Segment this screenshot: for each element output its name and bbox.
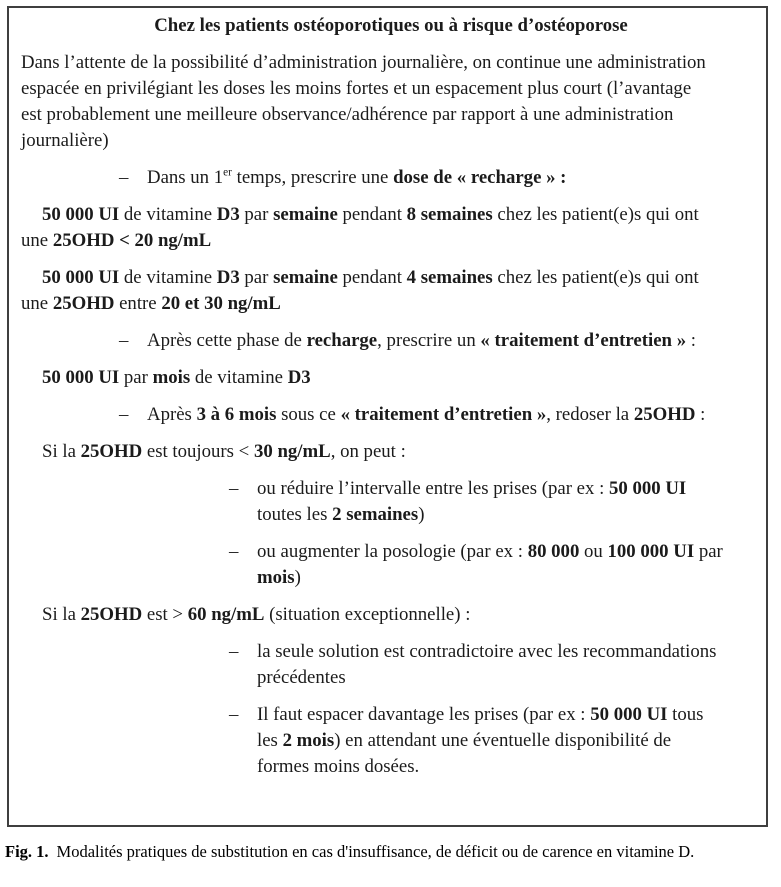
text-run: chez les patient(e)s qui ont <box>492 267 699 288</box>
text-run: 30 ng/mL <box>253 441 331 462</box>
text-run: toutes les <box>257 504 333 525</box>
text-run: : <box>686 330 697 351</box>
text-run: mois <box>257 567 295 588</box>
text-run: 50 000 UI <box>42 204 120 225</box>
text-run: 20 et 30 ng/mL <box>161 293 281 314</box>
text-run: 8 semaines <box>406 204 493 225</box>
bullet-item <box>21 402 761 428</box>
text-run: chez les patient(e)s qui ont <box>492 204 699 225</box>
text-run: 25OHD <box>80 441 143 462</box>
text-run: 80 000 <box>527 541 580 562</box>
text-run: pendant <box>337 267 407 288</box>
figure-caption <box>5 841 778 863</box>
dash-marker: – <box>119 167 129 188</box>
text-run: de vitamine <box>119 204 217 225</box>
text-run: Après cette phase de <box>147 330 307 351</box>
caption-text: Modalités pratiques de substitution en cas d'insuffisance, de déficit ou de carence en vitamine D. <box>56 842 695 861</box>
text-run: la seule solution est contradictoire avec les recommandations <box>257 641 717 662</box>
text-run: 25OHD <box>52 293 115 314</box>
text-run: ou augmenter la posologie (par ex : <box>257 541 528 562</box>
dash-marker: – <box>229 641 239 662</box>
text-run: par <box>119 367 153 388</box>
figure-box <box>7 6 768 827</box>
text-run: par <box>239 204 274 225</box>
text-run: er <box>223 166 232 179</box>
text-run: est probablement une meilleure observance/adhérence par rapport à une administration <box>21 104 674 125</box>
text-run: 50 000 UI <box>42 267 120 288</box>
text-run: (situation exceptionnelle) : <box>264 604 471 625</box>
text-run: semaine <box>273 267 338 288</box>
text-run: Si la <box>42 604 81 625</box>
text-run: ) <box>418 504 425 525</box>
text-run: ou <box>579 541 608 562</box>
bullet-item <box>21 539 761 591</box>
text-run: de vitamine <box>190 367 288 388</box>
text-run: Dans l’attente de la possibilité d’administration journalière, on continue une administration <box>21 52 706 73</box>
text-run: une <box>21 230 53 251</box>
dash-marker: – <box>229 541 239 562</box>
text-run: mois <box>152 367 191 388</box>
text-run: Si la <box>42 441 81 462</box>
text-run: 25OHD <box>633 404 696 425</box>
text-run: recharge <box>306 330 378 351</box>
text-run: formes moins dosées. <box>257 756 420 777</box>
text-run: 2 semaines <box>332 504 419 525</box>
text-run: 50 000 UI <box>590 704 668 725</box>
text-run: entre <box>114 293 162 314</box>
text-run: Il faut espacer davantage les prises (par ex : <box>257 704 591 725</box>
text-run: D3 <box>287 367 311 388</box>
text-run: temps, prescrire une <box>231 167 394 188</box>
text-run: 25OHD < 20 ng/mL <box>52 230 212 251</box>
caption-label: Fig. 1. <box>5 842 49 861</box>
text-run: 50 000 UI <box>42 367 120 388</box>
text-run: une <box>21 293 53 314</box>
bullet-item <box>21 328 761 354</box>
text-run: 2 mois <box>282 730 335 751</box>
text-run: ou réduire l’intervalle entre les prises (par ex : <box>257 478 610 499</box>
text-run: ) <box>294 567 301 588</box>
text-run: est toujours < <box>142 441 254 462</box>
dash-marker: – <box>119 404 129 425</box>
bullet-item <box>21 165 761 191</box>
text-run: est > <box>142 604 188 625</box>
bullet-item <box>21 476 761 528</box>
text-run: par <box>239 267 274 288</box>
text-run: 3 à 6 mois <box>196 404 277 425</box>
paragraph <box>21 202 761 254</box>
text-run: dose de « recharge » : <box>393 167 567 188</box>
text-run: « traitement d’entretien » <box>340 404 547 425</box>
text-run: espacée en privilégiant les doses les moins fortes et un espacement plus court (l’avantage <box>21 78 692 99</box>
text-run: , redoser la <box>546 404 634 425</box>
text-run: de vitamine <box>119 267 217 288</box>
box-title: Chez les patients ostéoporotiques ou à risque d’ostéoporose <box>154 15 628 36</box>
text-run: D3 <box>216 267 240 288</box>
text-run: , prescrire un <box>377 330 481 351</box>
text-run: ) en attendant une éventuelle disponibilité de <box>334 730 672 751</box>
text-run: par <box>694 541 723 562</box>
paragraph <box>21 439 761 465</box>
text-run: 50 000 UI <box>609 478 687 499</box>
paragraph <box>21 265 761 317</box>
text-run: Après <box>147 404 197 425</box>
text-run: , on peut : <box>330 441 406 462</box>
text-run: semaine <box>273 204 338 225</box>
text-run: journalière) <box>21 130 109 151</box>
text-run: 25OHD <box>80 604 143 625</box>
text-run: 100 000 UI <box>607 541 695 562</box>
text-run: D3 <box>216 204 240 225</box>
paragraph <box>21 602 761 628</box>
text-run: tous <box>667 704 704 725</box>
text-run: pendant <box>337 204 407 225</box>
text-run: : <box>695 404 706 425</box>
text-run: les <box>257 730 283 751</box>
text-run: précédentes <box>257 667 346 688</box>
paragraph <box>21 365 761 391</box>
text-run: Dans un 1 <box>147 167 224 188</box>
text-run: 4 semaines <box>406 267 493 288</box>
box-content <box>21 50 761 780</box>
dash-marker: – <box>229 704 239 725</box>
dash-marker: – <box>119 330 129 351</box>
dash-marker: – <box>229 478 239 499</box>
paragraph <box>21 50 761 154</box>
text-run: sous ce <box>276 404 341 425</box>
bullet-item <box>21 639 761 691</box>
text-run: « traitement d’entretien » <box>480 330 687 351</box>
bullet-item <box>21 702 761 780</box>
text-run: 60 ng/mL <box>187 604 265 625</box>
